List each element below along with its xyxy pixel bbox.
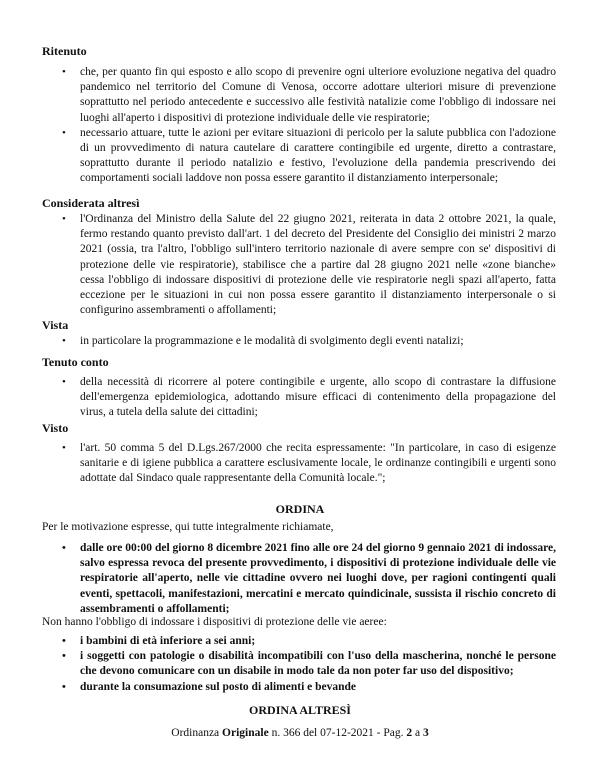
list-visto <box>62 441 556 487</box>
list-considerata <box>62 212 556 318</box>
list-exempt <box>62 634 556 695</box>
heading-vista: Vista <box>42 318 69 332</box>
page-footer <box>0 726 600 740</box>
ordina-intro: Per le motivazione espresse, qui tutte integralmente richiamate, <box>42 521 334 533</box>
list-item: • della necessità di ricorrere al potere contingibile e urgente, allo scopo di contrastare la diffusione dell'emergenza epidemiologica, adottando misure efficaci di contenimento della propagazione del virus, a tutela della salute dei cittadini; <box>62 375 556 421</box>
list-item: • durante la consumazione sul posto di alimenti e bevande <box>62 680 556 695</box>
footer-middle: n. 366 del 07-12-2021 - Pag. <box>268 727 407 739</box>
list-item: • in particolare la programmazione e le modalità di svolgimento degli eventi natalizi; <box>62 334 556 349</box>
list-vista <box>62 334 556 349</box>
ordina-title: ORDINA <box>275 502 325 516</box>
footer-page-total: 3 <box>422 727 429 739</box>
list-item: • dalle ore 00:00 del giorno 8 dicembre 2021 fino alle ore 24 del giorno 9 gennaio 2021 di indossare, salvo espressa revoca del presente provvedimento, i dispositivi di protezione individuale delle vie respiratorie all'aperto, nelle vie cittadine ovvero nei luoghi dove, per ragioni contingenti quali eventi, spettacoli, manifestazioni, mercatini e mercato quindicinale, sussista il rischio concreto di assembramenti o affollamenti; <box>62 541 556 617</box>
list-item: • l'Ordinanza del Ministro della Salute del 22 giugno 2021, reiterata in data 2 ottobre 2021, la quale, fermo restando quanto previsto dall'art. 1 del decreto del Presidente del Consiglio dei ministri 2 marzo 2021 (ossia, tra l'altro, l'obbligo sull'intero territorio nazionale di avere sempre con se' dispositivi di protezione delle vie respiratorie), stabilisce che a partire dal 28 giugno 2021 nelle «zone bianche» cessa l'obbligo di indossare dispositivi di protezione delle vie respiratorie negli spazi all'aperto, fatta eccezione per le situazioni in cui non possa essere garantito il distanziamento interpersonale o si configurino assembramenti o affollamenti; <box>62 212 556 318</box>
ordina-altresi-title: ORDINA ALTRESÌ <box>249 703 351 717</box>
footer-prefix: Ordinanza <box>171 727 223 739</box>
footer-of: a <box>412 727 423 739</box>
list-item: • i bambini di età inferiore a sei anni; <box>62 634 556 649</box>
heading-considerata: Considerata altresì <box>42 196 140 210</box>
list-ordina <box>62 541 556 617</box>
heading-tenuto-conto: Tenuto conto <box>42 355 109 369</box>
list-item: • l'art. 50 comma 5 del D.Lgs.267/2000 che recita espressamente: "In particolare, in caso di esigenze sanitarie e di igiene pubblica a carattere esclusivamente locale, le ordinanze contingibili e urgenti sono adottate dal Sindaco quale rappresentante della Comunità locale."; <box>62 441 556 487</box>
footer-kind: Originale <box>222 727 269 739</box>
exempt-intro: Non hanno l'obbligo di indossare i dispositivi di protezione delle vie aeree: <box>42 616 387 628</box>
heading-visto: Visto <box>42 421 69 435</box>
list-ritenuto <box>62 65 556 187</box>
list-item: • necessario attuare, tutte le azioni per evitare situazioni di pericolo per la salute pubblica con l'adozione di un provvedimento di natura cautelare di carattere contingibile ed urgente, diretto a contrastare, soprattutto durante il periodo natalizio e festivo, l'evoluzione della pandemia prescrivendo dei comportamenti sociali laddove non possa essere garantito il distanziamento interpersonale; <box>62 126 556 187</box>
list-tenuto-conto <box>62 375 556 421</box>
list-item: • che, per quanto fin qui esposto e allo scopo di prevenire ogni ulteriore evoluzione negativa del quadro pandemico nel territorio del Comune di Venosa, occorre adottare ulteriori misure di prevenzione soprattutto nel periodo antecedente e successivo alle festività natalizie come l'obbligo di indossare nei luoghi all'aperto i dispositivi di protezione individuale delle vie respiratorie; <box>62 65 556 126</box>
heading-ritenuto: Ritenuto <box>42 44 87 58</box>
footer-page-number: 2 <box>406 727 413 739</box>
list-item: • i soggetti con patologie o disabilità incompatibili con l'uso della mascherina, nonché le persone che devono comunicare con un disabile in modo tale da non poter far uso del dispositivo; <box>62 649 556 679</box>
